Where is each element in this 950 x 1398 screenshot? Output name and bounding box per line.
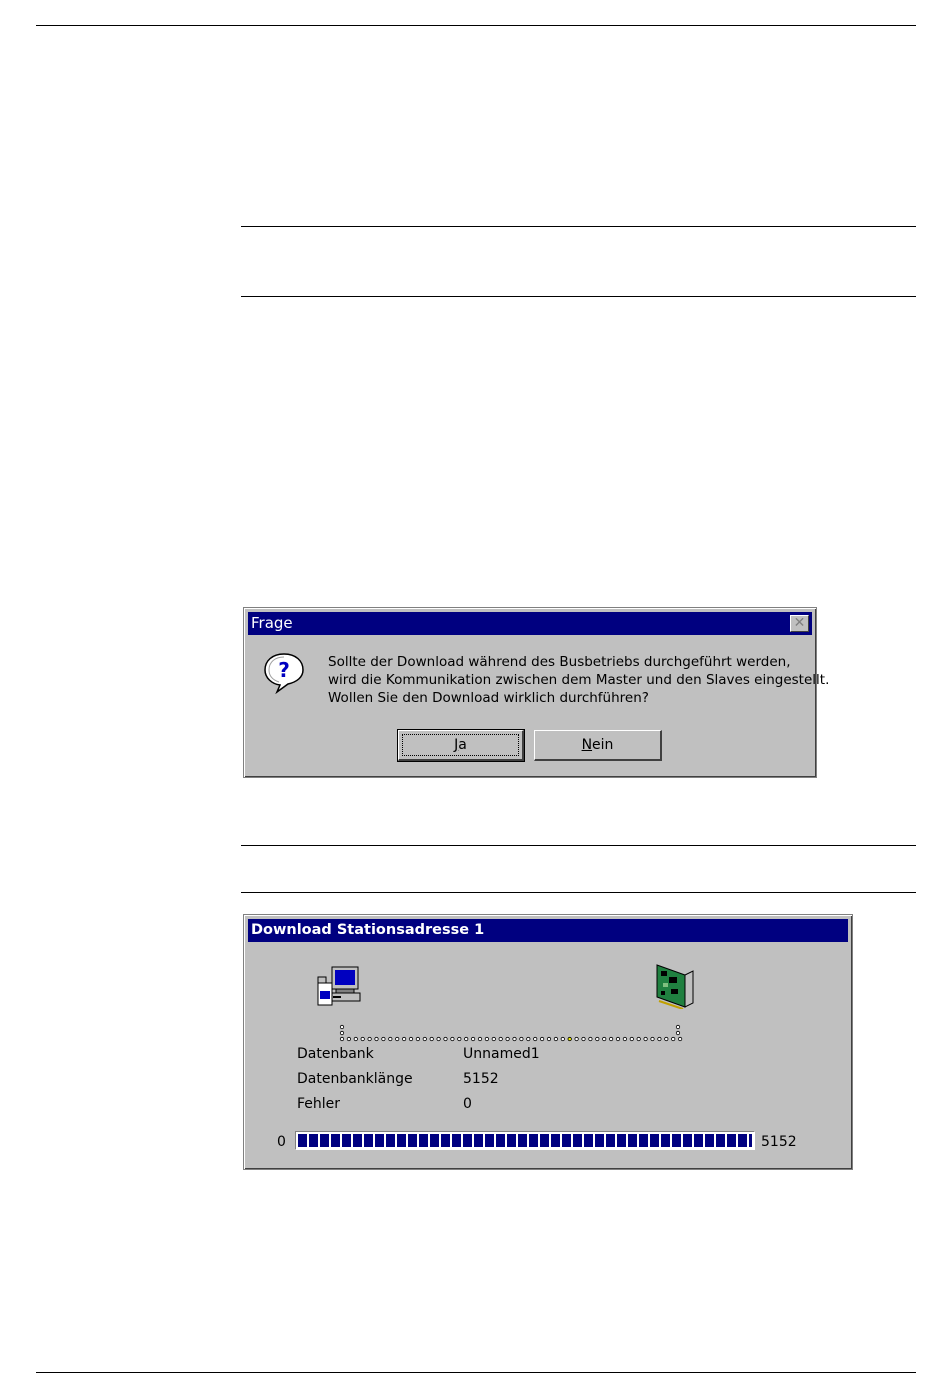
header-rule: [36, 25, 916, 26]
field-label-datenbanklaenge: Datenbanklänge: [297, 1071, 413, 1087]
download-dialog-titlebar: [248, 919, 848, 942]
transfer-dot: [644, 1037, 647, 1040]
field-value-datenbanklaenge: 5152: [463, 1071, 499, 1087]
transfer-dot: [575, 1037, 578, 1040]
transfer-dot: [527, 1037, 530, 1040]
transfer-dot: [676, 1031, 679, 1034]
transfer-dot: [499, 1037, 502, 1040]
transfer-dot: [430, 1037, 433, 1040]
transfer-dot: [596, 1037, 599, 1040]
transfer-dot: [630, 1037, 633, 1040]
transfer-dot: [658, 1037, 661, 1040]
transfer-dot: [478, 1037, 481, 1040]
transfer-dot: [361, 1037, 364, 1040]
message-line: Wollen Sie den Download wirklich durchführen?: [328, 690, 649, 706]
field-label-datenbank: Datenbank: [297, 1046, 374, 1062]
transfer-dot: [458, 1037, 461, 1040]
question-dialog: [243, 607, 830, 778]
section-rule: [241, 892, 916, 893]
question-balloon-icon: [262, 652, 306, 694]
focus-rect: [402, 734, 519, 756]
transfer-dot: [665, 1037, 668, 1040]
no-label-rest: ein: [592, 737, 614, 753]
footer-rule: [36, 1372, 916, 1373]
question-message: [328, 653, 829, 707]
transfer-dot: [561, 1037, 564, 1040]
close-icon: ✕: [793, 615, 806, 631]
transfer-dot: [423, 1037, 426, 1040]
progress-bar: [295, 1131, 755, 1150]
transfer-dot: [382, 1037, 385, 1040]
transfer-dot: [506, 1037, 509, 1040]
transfer-dot: [513, 1037, 516, 1040]
transfer-dot: [534, 1037, 537, 1040]
transfer-dot: [616, 1037, 619, 1040]
transfer-dot: [396, 1037, 399, 1040]
transfer-dot: [389, 1037, 392, 1040]
transfer-dot: [375, 1037, 378, 1040]
progress-fill: [298, 1134, 752, 1147]
yes-mnemonic: J: [454, 737, 459, 753]
computer-icon: [316, 965, 364, 1009]
interface-card-icon: [653, 961, 697, 1009]
download-dialog-title: Download Stationsadresse 1: [251, 922, 485, 938]
close-button[interactable]: [790, 615, 809, 632]
transfer-dot: [678, 1037, 681, 1040]
no-button[interactable]: [534, 730, 662, 761]
field-value-fehler: 0: [463, 1096, 472, 1112]
transfer-dots: [338, 1024, 688, 1044]
field-label-fehler: Fehler: [297, 1096, 341, 1112]
question-dialog-titlebar: [248, 612, 812, 635]
transfer-dot: [651, 1037, 654, 1040]
transfer-dot: [347, 1037, 350, 1040]
transfer-dot: [451, 1037, 454, 1040]
field-value-datenbank: Unnamed1: [463, 1046, 540, 1062]
transfer-dot: [485, 1037, 488, 1040]
transfer-dot: [554, 1037, 557, 1040]
yes-button[interactable]: [398, 730, 524, 761]
transfer-dot: [609, 1037, 612, 1040]
transfer-dot: [520, 1037, 523, 1040]
no-mnemonic: N: [581, 737, 593, 753]
transfer-dot: [444, 1037, 447, 1040]
progress-max-label: 5152: [761, 1134, 797, 1150]
transfer-dot: [416, 1037, 419, 1040]
message-line: wird die Kommunikation zwischen dem Master und den Slaves eingestellt.: [328, 672, 830, 688]
transfer-dot: [471, 1037, 474, 1040]
transfer-dot: [340, 1037, 343, 1040]
transfer-dot: [402, 1037, 405, 1040]
section-rule: [241, 226, 916, 227]
transfer-dot: [623, 1037, 626, 1040]
transfer-dot: [672, 1037, 675, 1040]
transfer-dot: [589, 1037, 592, 1040]
transfer-dot: [368, 1037, 371, 1040]
transfer-dot: [540, 1037, 543, 1040]
message-line: Sollte der Download während des Busbetriebs durchgeführt werden,: [328, 654, 791, 670]
download-dialog: [243, 914, 853, 1170]
transfer-dot: [637, 1037, 640, 1040]
transfer-dot: [582, 1037, 585, 1040]
transfer-dot: [465, 1037, 468, 1040]
transfer-dot: [568, 1037, 571, 1040]
transfer-dot: [340, 1031, 343, 1034]
transfer-dot: [437, 1037, 440, 1040]
section-rule: [241, 296, 916, 297]
question-dialog-title: Frage: [251, 614, 293, 632]
svg-text:?: ?: [278, 658, 290, 682]
transfer-dot: [676, 1025, 679, 1028]
transfer-dot: [340, 1025, 343, 1028]
transfer-dot: [547, 1037, 550, 1040]
yes-label-rest: a: [458, 737, 467, 753]
transfer-dot: [603, 1037, 606, 1040]
transfer-dot: [492, 1037, 495, 1040]
progress-min-label: 0: [277, 1134, 286, 1150]
section-rule: [241, 845, 916, 846]
transfer-dot: [409, 1037, 412, 1040]
transfer-dot: [354, 1037, 357, 1040]
